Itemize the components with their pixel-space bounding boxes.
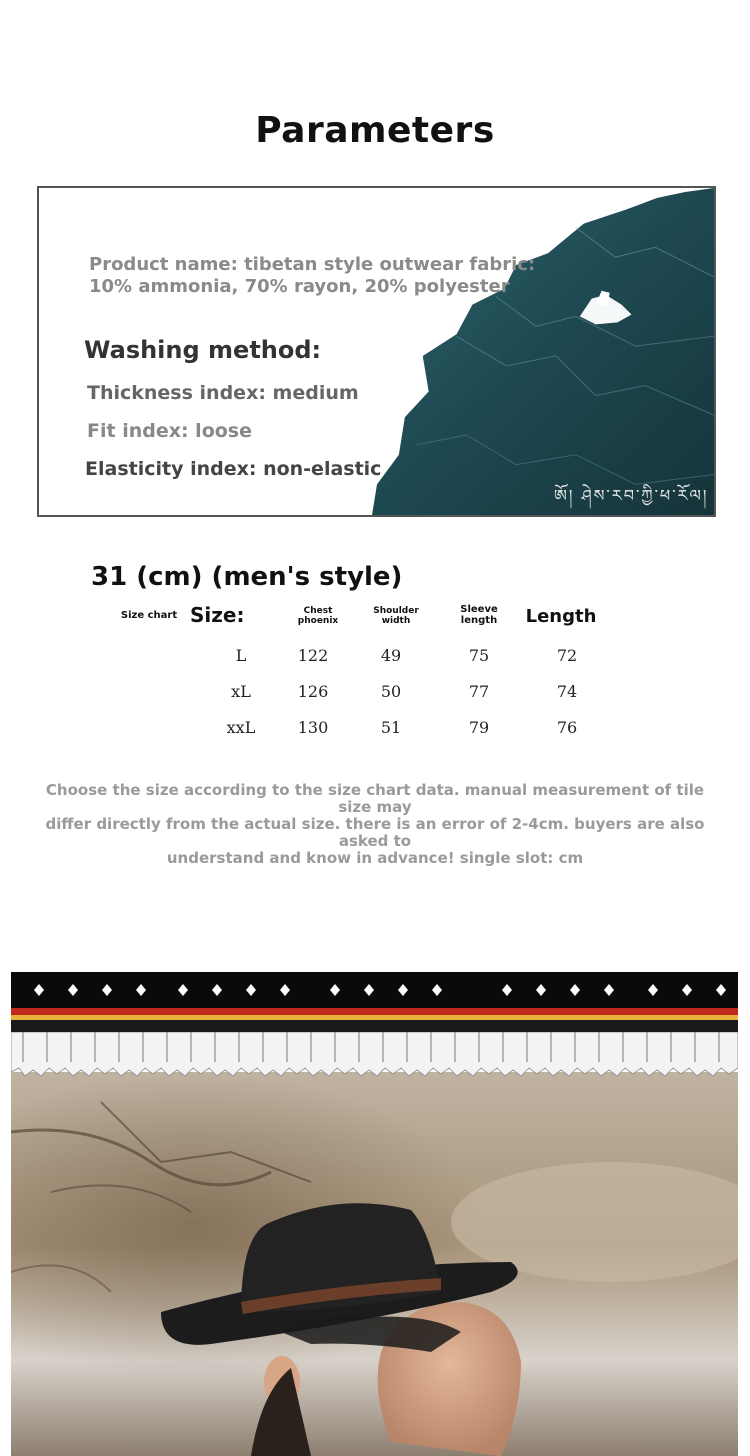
- size-cell: L: [235, 646, 247, 665]
- shoulder-header-line1: Shoulder: [373, 606, 419, 616]
- pattern-band-dark: [11, 1020, 738, 1032]
- length-cell: 74: [556, 682, 578, 701]
- chest-cell: 126: [297, 682, 329, 701]
- sleeve-header: [449, 604, 509, 626]
- note-line-1: Choose the size according to the size chart data. manual measurement of tile size may: [45, 781, 705, 816]
- shoulder-header: [366, 606, 426, 626]
- length-header: Length: [525, 606, 597, 627]
- sleeve-cell: 75: [468, 646, 490, 665]
- elasticity-index: Elasticity index: non-elastic: [85, 458, 382, 480]
- shoulder-header-line2: width: [381, 616, 411, 626]
- shoulder-cell: 49: [380, 646, 402, 665]
- size-cell: xL: [231, 682, 251, 701]
- chest-header-line2: phoenix: [297, 616, 339, 626]
- note-line-3: understand and know in advance! single slot: cm: [166, 849, 584, 867]
- shoulder-cell: 50: [380, 682, 402, 701]
- sleeve-header-line1: Sleeve: [460, 604, 498, 615]
- tibetan-script-caption: ཨོ། ཤེས་རབ་ཀྱི་ཕ་རོལ།: [554, 486, 709, 505]
- product-line-2: 10% ammonia, 70% rayon, 20% polyester: [89, 276, 510, 297]
- note-line-2: differ directly from the actual size. there is an error of 2-4cm. buyers are also asked to: [45, 815, 705, 850]
- product-line-1: Product name: tibetan style outwear fabric:: [89, 254, 536, 275]
- size-chart-label: Size chart: [120, 610, 178, 621]
- length-cell: 76: [556, 718, 578, 737]
- chest-header: [288, 606, 348, 626]
- parameters-panel: [37, 186, 716, 517]
- fit-index: Fit index: loose: [87, 420, 252, 442]
- sleeve-header-line2: length: [460, 615, 498, 626]
- diamond-pattern: [11, 983, 738, 997]
- size-chart-heading: 31 (cm) (men's style): [91, 562, 403, 592]
- size-cell: xxL: [226, 718, 256, 737]
- size-header: Size:: [190, 603, 245, 627]
- size-chart-table: [0, 598, 750, 748]
- pattern-band-red: [11, 1008, 738, 1015]
- chest-cell: 122: [297, 646, 329, 665]
- length-cell: 72: [556, 646, 578, 665]
- chest-cell: 130: [297, 718, 329, 737]
- size-disclaimer: [30, 782, 720, 867]
- thickness-index: Thickness index: medium: [87, 382, 359, 404]
- sleeve-cell: 77: [468, 682, 490, 701]
- model-photo-banner: [11, 972, 738, 1456]
- washing-method: Washing method:: [84, 336, 322, 364]
- chest-header-line1: Chest: [303, 606, 333, 616]
- shoulder-cell: 51: [380, 718, 402, 737]
- sleeve-cell: 79: [468, 718, 490, 737]
- product-description: [89, 254, 549, 298]
- fringe-border: [11, 1032, 738, 1078]
- page-title: Parameters: [255, 110, 495, 151]
